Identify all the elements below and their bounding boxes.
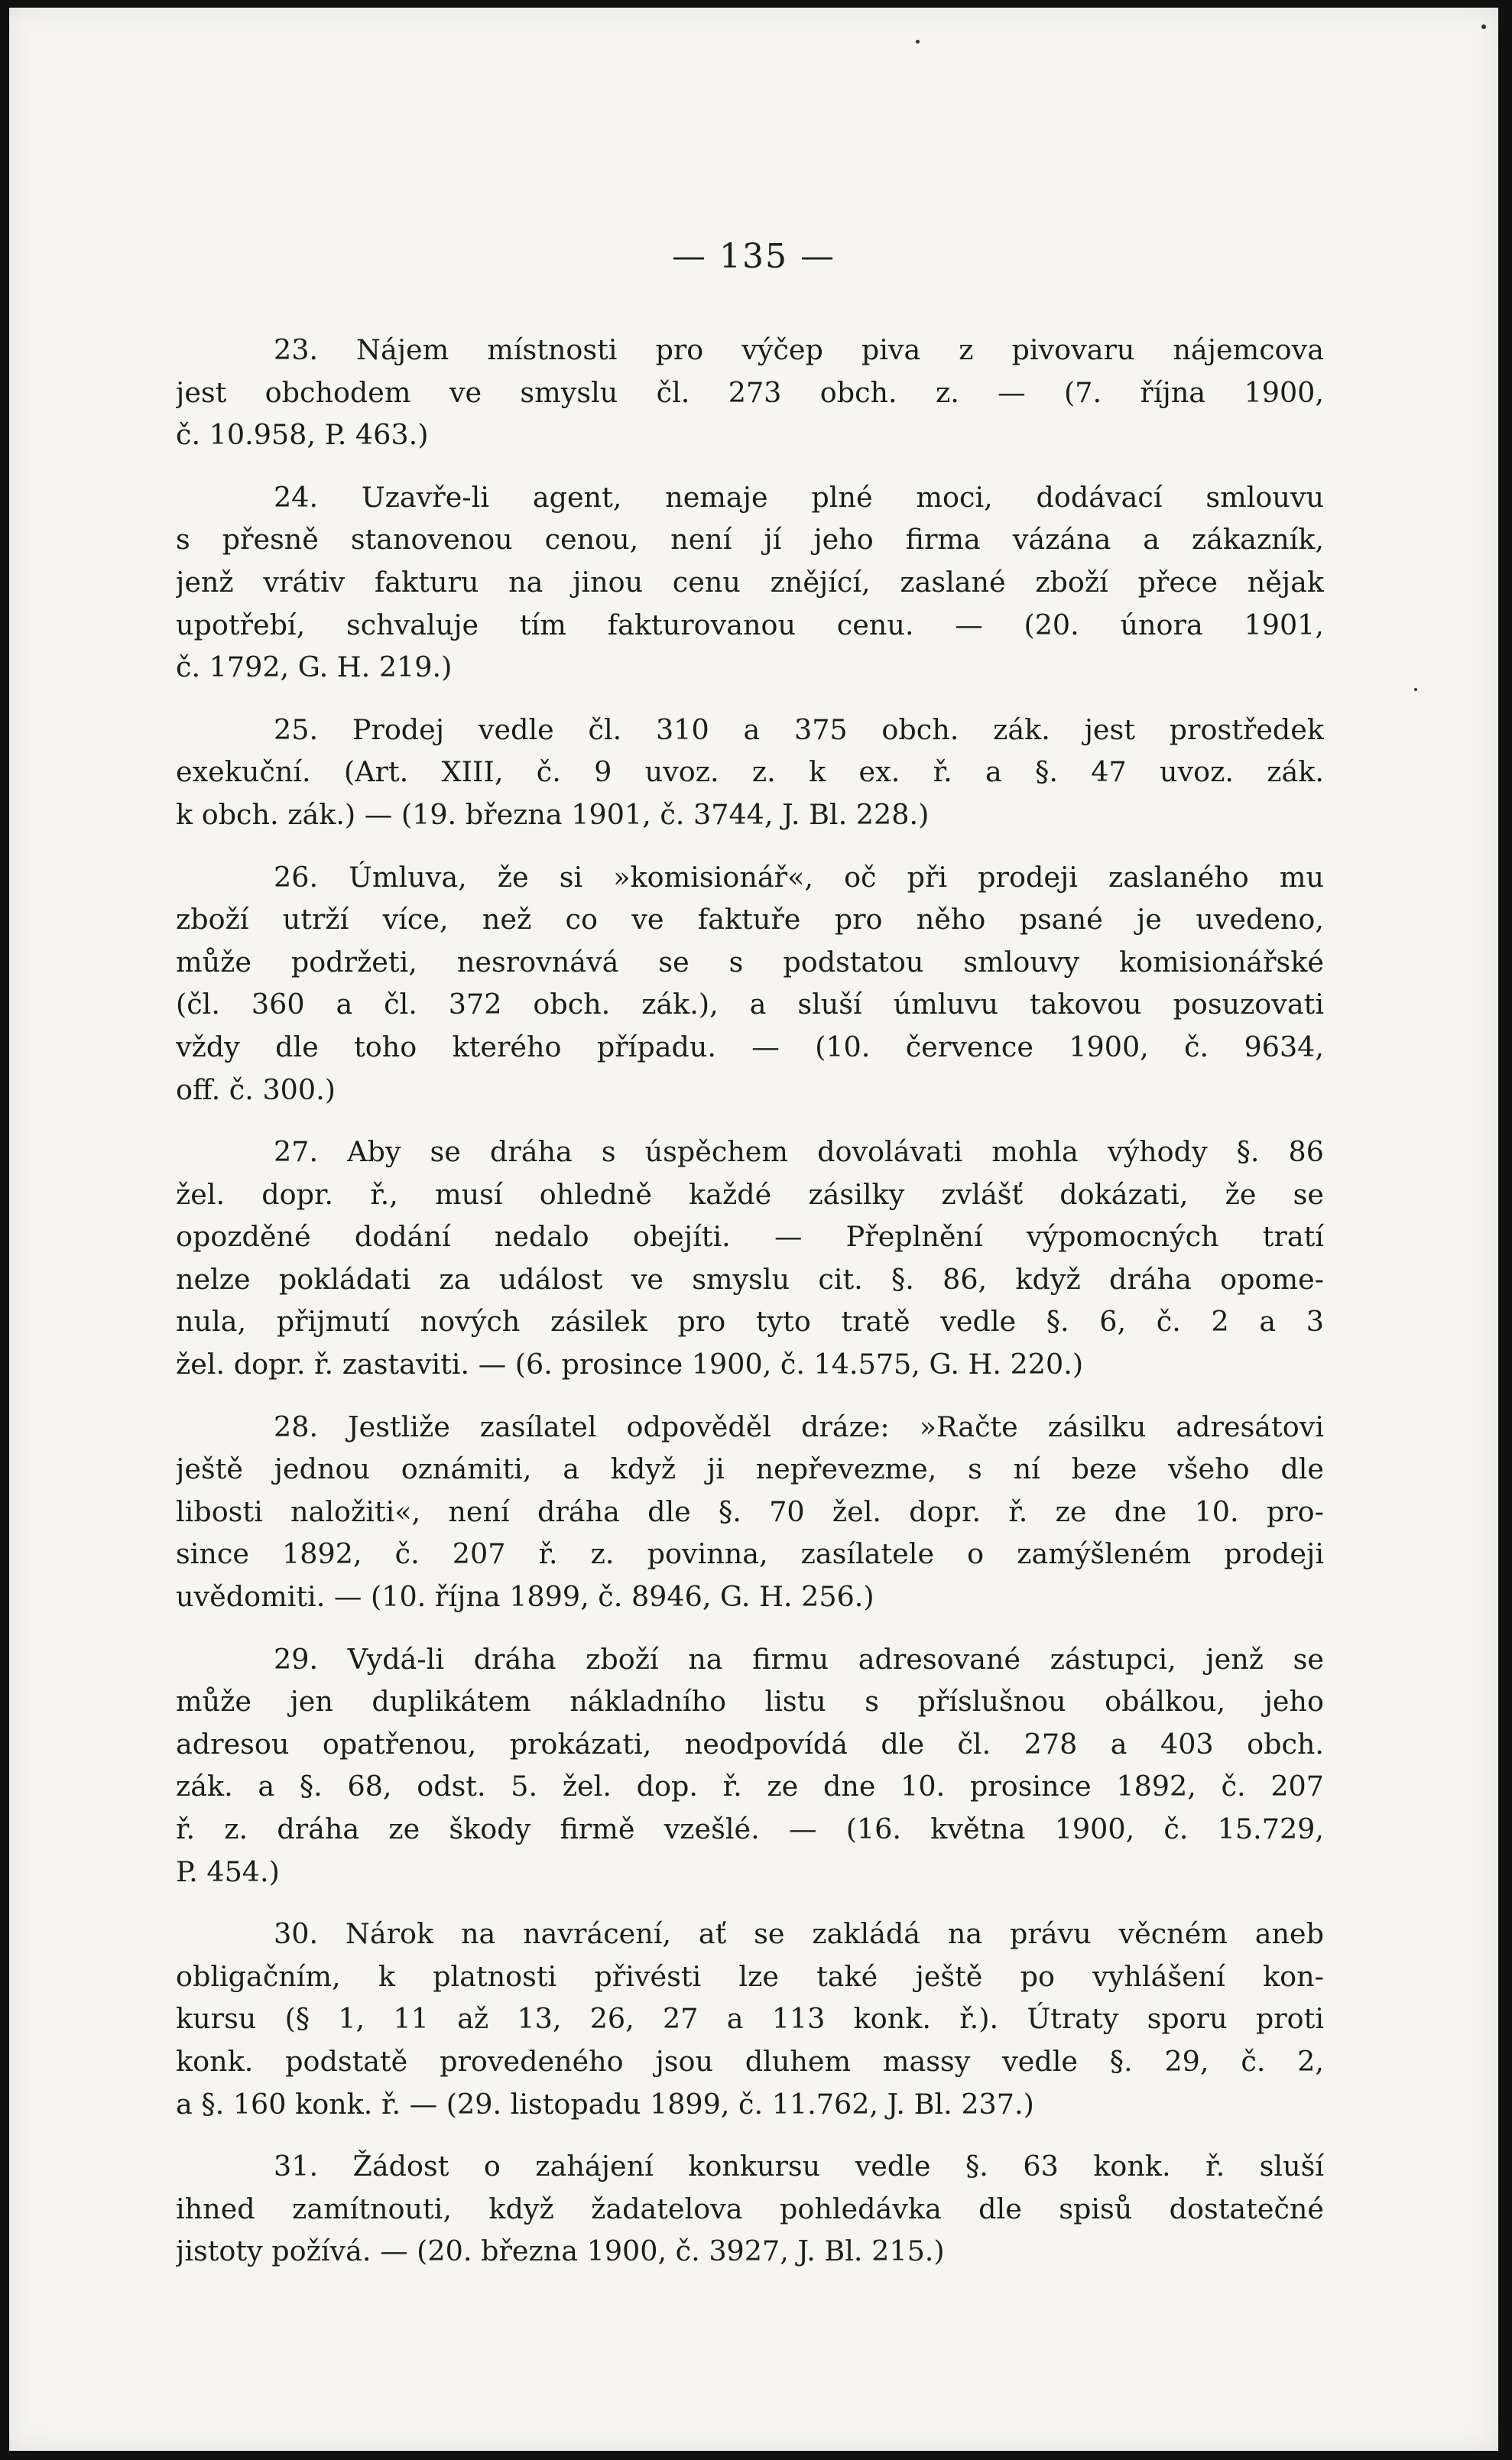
paragraph-entry [176, 709, 1324, 836]
text-line: (čl. 360 a čl. 372 obch. zák.), a sluší úmluvu takovou posuzovati [176, 988, 1324, 1021]
text-line: zák. a §. 68, odst. 5. žel. dop. ř. ze dne 10. prosince 1892, č. 207 [176, 1770, 1324, 1803]
text-line: exekuční. (Art. XIII, č. 9 uvoz. z. k ex. ř. a §. 47 uvoz. zák. [176, 755, 1324, 789]
text-line: jistoty požívá. — (20. března 1900, č. 3927, J. Bl. 215.) [176, 2234, 945, 2268]
text-line: konk. podstatě provedeného jsou dluhem massy vedle §. 29, č. 2, [176, 2044, 1324, 2078]
text-line: jest obchodem ve smyslu čl. 273 obch. z. — (7. října 1900, [176, 375, 1324, 409]
text-line: může jen duplikátem nákladního listu s příslušnou obálkou, jeho [176, 1685, 1324, 1718]
text-line: žel. dopr. ř. zastaviti. — (6. prosince 1900, č. 14.575, G. H. 220.) [176, 1348, 1084, 1381]
text-line: žel. dopr. ř., musí ohledně každé zásilky zvlášť dokázati, že se [176, 1177, 1324, 1211]
paragraph-entry [176, 1638, 1324, 1894]
print-speck [1414, 688, 1417, 691]
paragraph-entry [176, 856, 1324, 1112]
text-line: adresou opatřenou, prokázati, neodpovídá dle čl. 278 a 403 obch. [176, 1727, 1324, 1761]
text-line: vždy dle toho kterého případu. — (10. července 1900, č. 9634, [176, 1030, 1324, 1063]
text-line: P. 454.) [176, 1855, 280, 1888]
print-speck [1481, 24, 1486, 29]
print-speck [916, 40, 920, 44]
text-line: č. 10.958, P. 463.) [176, 418, 429, 452]
text-line: 27. Aby se dráha s úspěchem dovolávati mohla výhody §. 86 [274, 1135, 1324, 1169]
text-line: 28. Jestliže zasílatel odpověděl dráze: »Račte zásilku adresátovi [274, 1410, 1324, 1443]
text-line: 23. Nájem místnosti pro výčep piva z pivovaru nájemcova [274, 333, 1324, 366]
text-line: zboží utrží více, než co ve faktuře pro něho psané je uvedeno, [176, 903, 1324, 936]
paragraph-entry [176, 1131, 1324, 1386]
body-text [176, 329, 1324, 2293]
text-line: uvědomiti. — (10. října 1899, č. 8946, G. H. 256.) [176, 1580, 874, 1614]
scanned-page [9, 8, 1498, 2451]
text-line: opozděné dodání nedalo obejíti. — Přeplnění výpomocných tratí [176, 1220, 1324, 1254]
paragraph-entry [176, 1406, 1324, 1618]
paragraph-entry [176, 2145, 1324, 2273]
text-line: 24. Uzavře-li agent, nemaje plné moci, dodávací smlouvu [274, 480, 1324, 514]
paragraph-entry [176, 476, 1324, 689]
page-number: — 135 — [672, 237, 835, 276]
text-line: 31. Žádost o zahájení konkursu vedle §. 63 konk. ř. sluší [274, 2150, 1324, 2183]
text-line: 29. Vydá-li dráha zboží na firmu adresované zástupci, jenž se [274, 1642, 1324, 1676]
text-line: k obch. zák.) — (19. března 1901, č. 3744, J. Bl. 228.) [176, 797, 930, 831]
text-line: libosti naložiti«, není dráha dle §. 70 žel. dopr. ř. ze dne 10. pro- [176, 1494, 1324, 1528]
paragraph-entry [176, 1913, 1324, 2125]
text-line: ještě jednou oznámiti, a když ji nepřevezme, s ní beze všeho dle [176, 1452, 1324, 1486]
text-line: 25. Prodej vedle čl. 310 a 375 obch. zák. jest prostředek [274, 712, 1324, 746]
text-line: ř. z. dráha ze škody firmě vzešlé. — (16. května 1900, č. 15.729, [176, 1813, 1324, 1845]
text-line: nula, přijmutí nových zásilek pro tyto tratě vedle §. 6, č. 2 a 3 [176, 1305, 1324, 1339]
text-line: a §. 160 konk. ř. — (29. listopadu 1899, č. 11.762, J. Bl. 237.) [176, 2087, 1034, 2121]
text-line: jenž vrátiv fakturu na jinou cenu znějící, zaslané zboží přece nějak [176, 565, 1324, 599]
text-line: nelze pokládati za událost ve smyslu cit. §. 86, když dráha opome- [176, 1262, 1324, 1296]
text-line: ihned zamítnouti, když žadatelova pohledávka dle spisů dostatečné [176, 2192, 1324, 2225]
paragraph-entry [176, 329, 1324, 456]
text-line: 26. Úmluva, že si »komisionář«, oč při prodeji zaslaného mu [274, 860, 1324, 894]
text-line: č. 1792, G. H. 219.) [176, 651, 453, 684]
text-line: může podržeti, nesrovnává se s podstatou smlouvy komisionářské [176, 945, 1324, 978]
text-line: obligačním, k platnosti přivésti lze také ještě po vyhlášení kon- [176, 1959, 1324, 1993]
text-line: off. č. 300.) [176, 1073, 336, 1106]
text-line: 30. Nárok na navrácení, ať se zakládá na právu věcném aneb [274, 1917, 1324, 1951]
text-line: s přesně stanovenou cenou, není jí jeho firma vázána a zákazník, [176, 523, 1324, 557]
text-line: upotřebí, schvaluje tím fakturovanou cenu. — (20. února 1901, [176, 608, 1324, 641]
text-line: kursu (§ 1, 11 až 13, 26, 27 a 113 konk. ř.). Útraty sporu proti [176, 2002, 1324, 2036]
text-line: since 1892, č. 207 ř. z. povinna, zasílatele o zamýšleném prodeji [176, 1537, 1324, 1571]
